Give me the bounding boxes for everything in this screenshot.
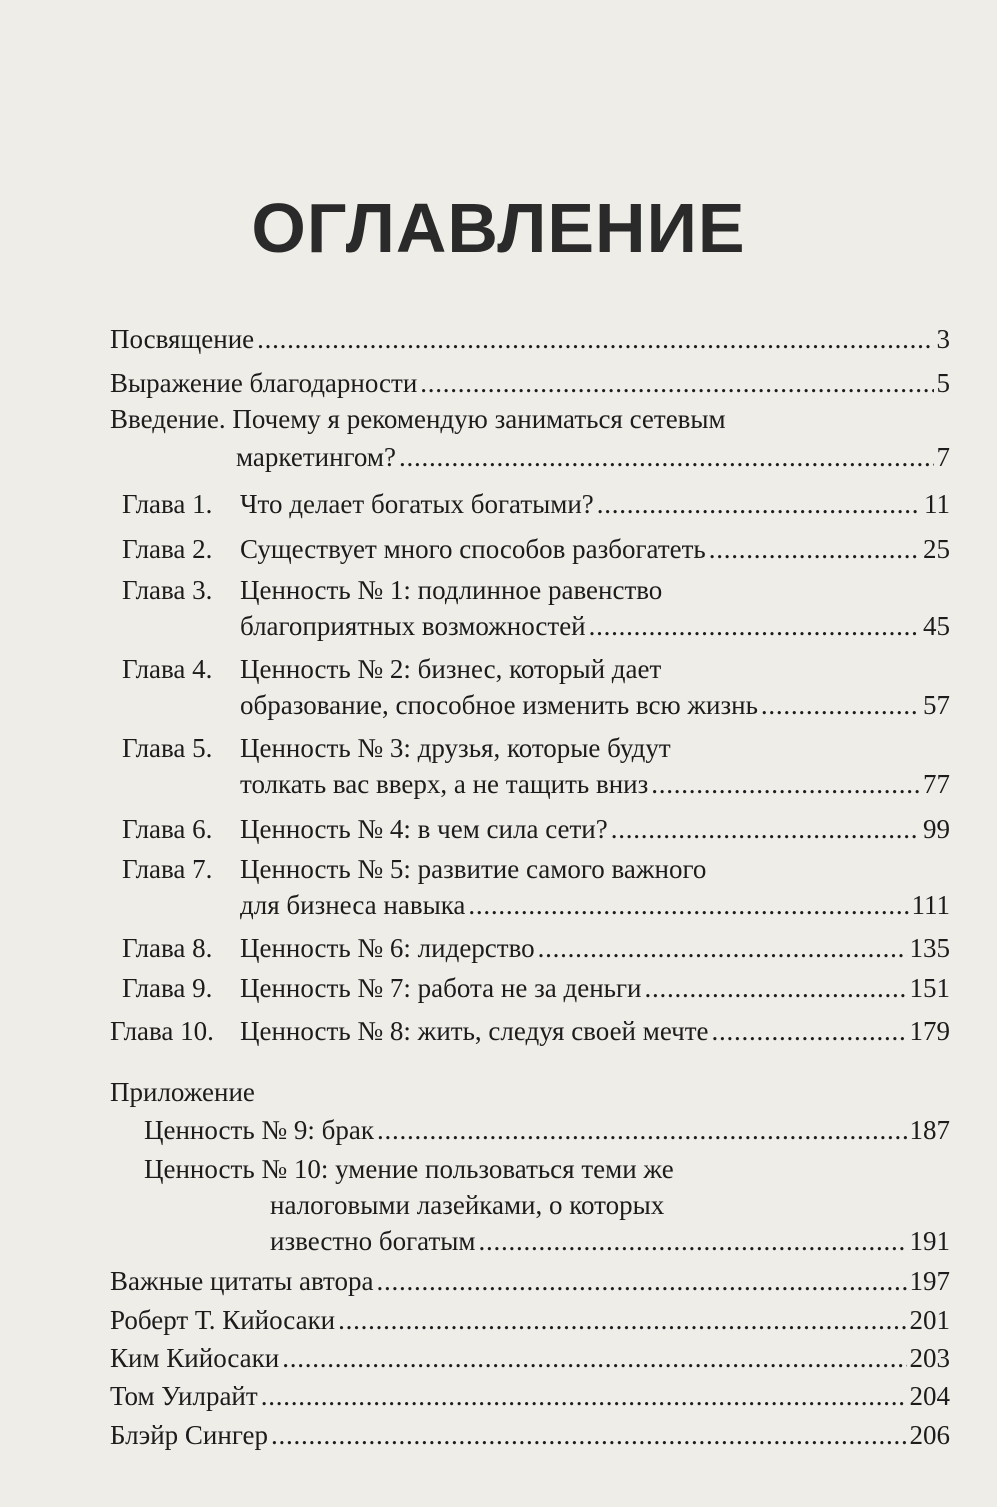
leader-dots [478, 1224, 906, 1258]
page-number: 25 [923, 534, 950, 564]
toc-entry-ch5-line1: Глава 5. Ценность № 3: друзья, которые будут [122, 733, 671, 763]
leader-dots [611, 812, 920, 846]
leader-dots [651, 767, 920, 801]
toc-entry-intro-line1: Введение. Почему я рекомендую заниматься сетевым [110, 404, 726, 434]
leader-dots [761, 688, 920, 722]
leader-dots [538, 931, 907, 965]
toc-entry-ch10: Глава 10. Ценность № 8: жить, следуя своей мечте . . . 179 [110, 1014, 950, 1048]
page-number: 45 [923, 611, 950, 641]
leader-dots [376, 1264, 906, 1298]
toc-entry-ch9: Глава 9. Ценность № 7: работа не за деньги . . . 151 [122, 971, 950, 1005]
toc-entry-app2: известно богатым . . . 191 [270, 1224, 950, 1258]
page-number: 151 [909, 973, 950, 1003]
page-number: 179 [909, 1016, 950, 1046]
leader-dots [271, 1418, 906, 1452]
toc-entry-ch2: Глава 2. Существует много способов разбогатеть . . . 25 [122, 532, 950, 566]
page-number: 11 [924, 489, 950, 519]
leader-dots [399, 440, 934, 474]
page-number: 187 [909, 1115, 950, 1145]
leader-dots [282, 1341, 906, 1375]
leader-dots [597, 487, 921, 521]
page-number: 197 [909, 1266, 950, 1296]
leader-dots [709, 532, 920, 566]
toc-entry-dedication: Посвящение . . . 3 [110, 322, 950, 356]
leader-dots [468, 888, 908, 922]
toc-entry-app1: Ценность № 9: брак . . . 187 [144, 1113, 950, 1147]
leader-dots [257, 322, 933, 356]
leader-dots [644, 971, 906, 1005]
page-number: 3 [936, 324, 950, 354]
page-number: 206 [909, 1420, 950, 1450]
page-number: 203 [909, 1343, 950, 1373]
toc-entry-thanks: Выражение благодарности . . . 5 [110, 366, 950, 400]
toc-entry-ch4: образование, способное изменить всю жизнь . . . 57 [240, 688, 950, 722]
leader-dots [712, 1014, 907, 1048]
page-number: 77 [923, 769, 950, 799]
toc-entry-ch5: толкать вас вверх, а не тащить вниз . . . 77 [240, 767, 950, 801]
page-title: ОГЛАВЛЕНИЕ [251, 189, 746, 267]
toc-entry-tom: Том Уилрайт . . . 204 [110, 1379, 950, 1413]
page-number: 99 [923, 814, 950, 844]
page-number: 135 [909, 933, 950, 963]
toc-entry-kim: Ким Кийосаки . . . 203 [110, 1341, 950, 1375]
toc-entry-ch3-line1: Глава 3. Ценность № 1: подлинное равенство [122, 575, 663, 605]
toc-entry-ch4-line1: Глава 4. Ценность № 2: бизнес, который дает [122, 654, 662, 684]
toc-entry-ch3: благоприятных возможностей . . . 45 [240, 609, 950, 643]
toc-entry-app2-line2: налоговыми лазейками, о которых [270, 1190, 665, 1220]
toc-entry-ch7-line1: Глава 7. Ценность № 5: развитие самого важного [122, 854, 707, 884]
leader-dots [589, 609, 920, 643]
page-number: 5 [936, 368, 950, 398]
page-number: 191 [909, 1226, 950, 1256]
leader-dots [261, 1379, 907, 1413]
leader-dots [377, 1113, 906, 1147]
toc-entry-intro: маркетингом? . . . 7 [236, 440, 950, 474]
leader-dots [420, 366, 933, 400]
toc-entry-ch7: для бизнеса навыка . . . 111 [240, 888, 950, 922]
page-number: 57 [923, 690, 950, 720]
toc-entry-appendix: Приложение [110, 1077, 255, 1107]
toc-entry-ch8: Глава 8. Ценность № 6: лидерство . . . 135 [122, 931, 950, 965]
toc-entry-blair: Блэйр Сингер . . . 206 [110, 1418, 950, 1452]
toc-entry-ch6: Глава 6. Ценность № 4: в чем сила сети? . . . 99 [122, 812, 950, 846]
toc-entry-robert: Роберт Т. Кийосаки . . . 201 [110, 1303, 950, 1337]
page-number: 204 [909, 1381, 950, 1411]
page-number: 111 [911, 890, 950, 920]
toc-entry-ch1: Глава 1. Что делает богатых богатыми? . . . 11 [122, 487, 950, 521]
toc-entry-quotes: Важные цитаты автора . . . 197 [110, 1264, 950, 1298]
page-number: 7 [936, 442, 950, 472]
toc-entry-app2-line1: Ценность № 10: умение пользоваться теми же [144, 1154, 674, 1184]
leader-dots [338, 1303, 906, 1337]
page-number: 201 [909, 1305, 950, 1335]
